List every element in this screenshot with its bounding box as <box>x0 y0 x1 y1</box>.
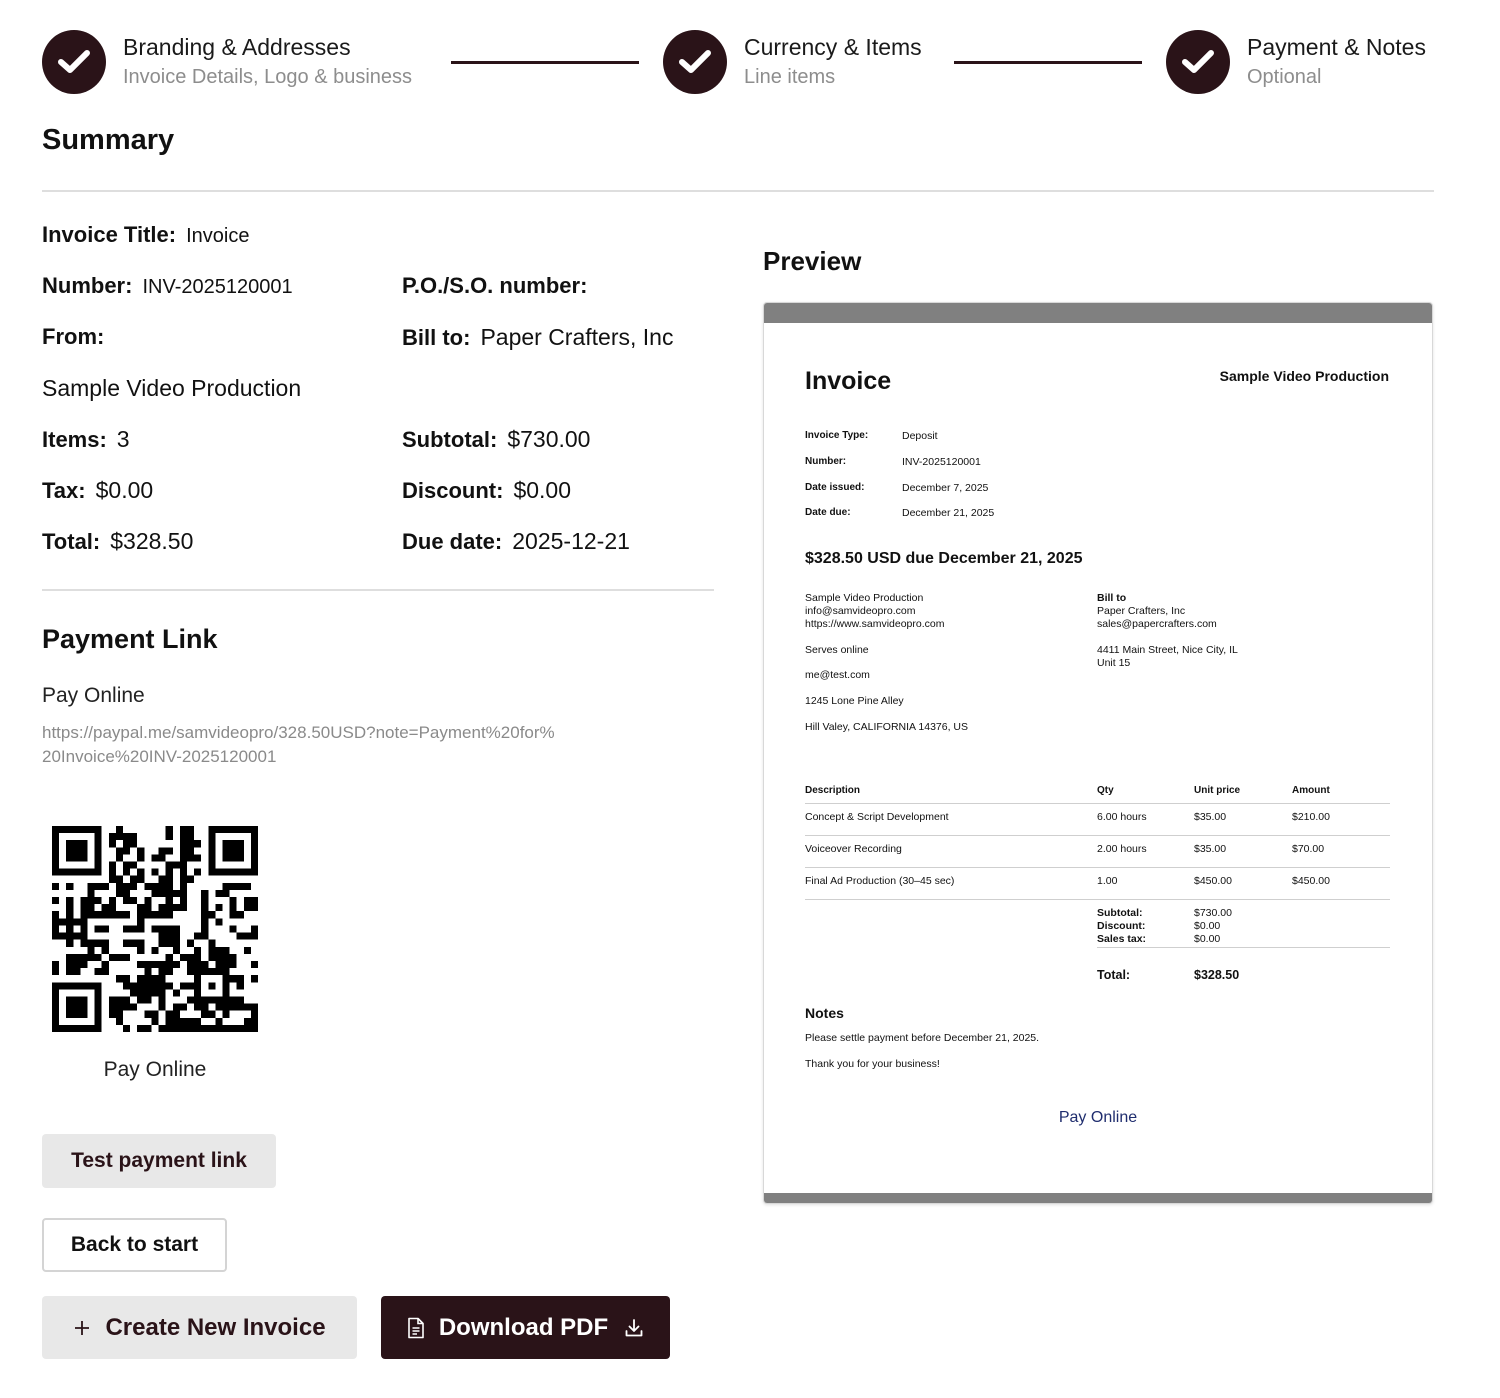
doc-meta-label: Date due: <box>805 507 851 518</box>
field-label: P.O./S.O. number: <box>402 273 588 298</box>
summary-heading: Summary <box>42 124 175 156</box>
table-cell: Concept & Script Development <box>805 811 949 823</box>
table-cell: $210.00 <box>1292 811 1330 823</box>
doc-subtotal-value: $730.00 <box>1194 907 1232 919</box>
field-label: Invoice Title: <box>42 222 177 247</box>
field-label: Items: <box>42 427 107 452</box>
field-value: $328.50 <box>110 528 194 554</box>
doc-discount-value: $0.00 <box>1194 920 1221 932</box>
field-value: $730.00 <box>507 426 591 452</box>
table-cell: Voiceover Recording <box>805 843 902 855</box>
table-header-description: Description <box>805 785 861 796</box>
field-label: Discount: <box>402 478 504 503</box>
payment-link-name: Pay Online <box>42 684 145 707</box>
preview-top-bar <box>764 303 1432 323</box>
field-label: Due date: <box>402 529 503 554</box>
table-cell: $35.00 <box>1194 843 1227 855</box>
step-title: Currency & Items <box>744 34 922 60</box>
table-cell: Final Ad Production (30–45 sec) <box>805 875 955 887</box>
po-number-field <box>402 273 597 299</box>
step-payment-notes[interactable] <box>1166 30 1426 94</box>
doc-tax-value: $0.00 <box>1194 933 1221 945</box>
field-value: 2025-12-21 <box>512 528 630 554</box>
doc-pay-online-link[interactable]: Pay Online <box>1058 1109 1138 1126</box>
step-connector <box>954 61 1142 64</box>
qr-label: Pay Online <box>103 1058 207 1081</box>
step-subtitle: Line items <box>744 66 836 88</box>
step-subtitle: Invoice Details, Logo & business <box>123 66 413 88</box>
doc-meta-value: INV-2025120001 <box>902 456 981 468</box>
field-label: Total: <box>42 529 101 554</box>
table-cell: $70.00 <box>1292 843 1325 855</box>
document-icon <box>407 1317 425 1339</box>
table-header-amount: Amount <box>1292 785 1330 796</box>
number-field <box>42 273 293 299</box>
table-cell: $450.00 <box>1292 875 1330 887</box>
step-title: Payment & Notes <box>1247 34 1426 60</box>
totals-rule <box>1097 947 1390 948</box>
doc-discount-label: Discount: <box>1097 920 1146 932</box>
table-rule <box>805 803 1390 804</box>
back-to-start-button[interactable]: Back to start <box>42 1218 227 1272</box>
table-cell: 2.00 hours <box>1097 843 1147 855</box>
doc-notes-title: Notes <box>805 1005 844 1021</box>
doc-total-value: $328.50 <box>1194 968 1240 982</box>
payment-link-heading: Payment Link <box>42 624 218 654</box>
table-cell: $35.00 <box>1194 811 1227 823</box>
doc-from-city: Hill Valey, CALIFORNIA 14376, US <box>805 721 969 733</box>
field-value: INV-2025120001 <box>142 276 293 298</box>
subtotal-field <box>402 426 590 453</box>
doc-billto-unit: Unit 15 <box>1097 657 1131 669</box>
step-connector <box>451 61 639 64</box>
doc-from-street: 1245 Lone Pine Alley <box>805 695 904 707</box>
doc-meta-value: December 7, 2025 <box>902 482 989 494</box>
from-field <box>42 324 114 350</box>
table-header-unit-price: Unit price <box>1194 785 1241 796</box>
from-value: Sample Video Production <box>42 375 302 401</box>
doc-from-website: https://www.samvideopro.com <box>805 618 945 630</box>
doc-notes-line: Thank you for your business! <box>805 1058 940 1070</box>
check-icon <box>42 30 106 94</box>
payment-link-url[interactable]: https://paypal.me/samvideopro/328.50USD?note=Payment%20for%20Invoice%20INV-2025120001 <box>42 723 555 766</box>
doc-meta-label: Number: <box>805 456 847 467</box>
test-payment-link-button[interactable]: Test payment link <box>42 1134 276 1188</box>
doc-meta-value: December 21, 2025 <box>902 507 995 519</box>
step-subtitle: Optional <box>1247 66 1322 88</box>
field-value: 3 <box>116 426 130 452</box>
doc-from-contact: me@test.com <box>805 669 870 681</box>
field-value: Invoice <box>186 225 250 247</box>
doc-total-label: Total: <box>1097 968 1131 982</box>
total-field <box>42 528 193 555</box>
doc-from-serves: Serves online <box>805 644 869 656</box>
button-label: Create New Invoice <box>105 1313 326 1341</box>
doc-title: Invoice <box>805 367 892 395</box>
check-icon <box>663 30 727 94</box>
doc-meta-label: Date issued: <box>805 482 865 493</box>
doc-tax-label: Sales tax: <box>1097 933 1147 945</box>
table-cell: 6.00 hours <box>1097 811 1147 823</box>
bill-to-field <box>402 324 673 351</box>
table-cell: 1.00 <box>1097 875 1118 887</box>
field-label: Subtotal: <box>402 427 498 452</box>
doc-amount-due: $328.50 USD due December 21, 2025 <box>805 550 1083 567</box>
divider <box>42 589 714 591</box>
doc-billto-email: sales@papercrafters.com <box>1097 618 1217 630</box>
field-label: Number: <box>42 273 133 298</box>
field-value: Paper Crafters, Inc <box>480 324 674 350</box>
tax-field <box>42 477 153 504</box>
doc-billto-label: Bill to <box>1097 592 1127 604</box>
doc-billto-name: Paper Crafters, Inc <box>1097 605 1186 617</box>
discount-field <box>402 477 571 504</box>
table-rule <box>805 835 1390 836</box>
qr-code <box>52 826 258 1032</box>
doc-from-name: Sample Video Production <box>805 592 924 604</box>
table-rule <box>805 867 1390 868</box>
divider <box>42 190 1434 192</box>
table-cell: $450.00 <box>1194 875 1232 887</box>
field-value: $0.00 <box>95 477 154 503</box>
doc-notes-line: Please settle payment before December 21, 2025. <box>805 1032 1040 1044</box>
doc-business-name: Sample Video Production <box>1219 368 1389 384</box>
preview-heading: Preview <box>763 246 862 276</box>
progress-stepper <box>42 30 1434 96</box>
doc-billto-street: 4411 Main Street, Nice City, IL <box>1097 644 1238 656</box>
field-label: Bill to: <box>402 325 471 350</box>
field-value: $0.00 <box>513 477 572 503</box>
step-branding-addresses[interactable] <box>42 30 412 94</box>
due-date-field <box>402 528 630 555</box>
button-label: Download PDF <box>438 1313 609 1341</box>
step-currency-items[interactable] <box>663 30 922 94</box>
download-icon <box>624 1318 644 1338</box>
check-icon <box>1166 30 1230 94</box>
create-new-invoice-button[interactable] <box>42 1296 357 1359</box>
plus-icon <box>73 1319 91 1337</box>
table-header-qty: Qty <box>1097 785 1114 796</box>
preview-bottom-bar <box>764 1193 1432 1203</box>
doc-meta-value: Deposit <box>902 430 938 442</box>
field-label: Tax: <box>42 478 86 503</box>
invoice-preview <box>763 302 1433 1204</box>
field-label: From: <box>42 324 105 349</box>
doc-meta-label: Invoice Type: <box>805 430 869 441</box>
doc-subtotal-label: Subtotal: <box>1097 907 1143 919</box>
step-title: Branding & Addresses <box>123 34 351 60</box>
invoice-title-field <box>42 222 249 248</box>
items-field <box>42 426 130 453</box>
table-rule <box>805 899 1390 900</box>
doc-from-email: info@samvideopro.com <box>805 605 916 617</box>
download-pdf-button[interactable] <box>381 1296 670 1359</box>
